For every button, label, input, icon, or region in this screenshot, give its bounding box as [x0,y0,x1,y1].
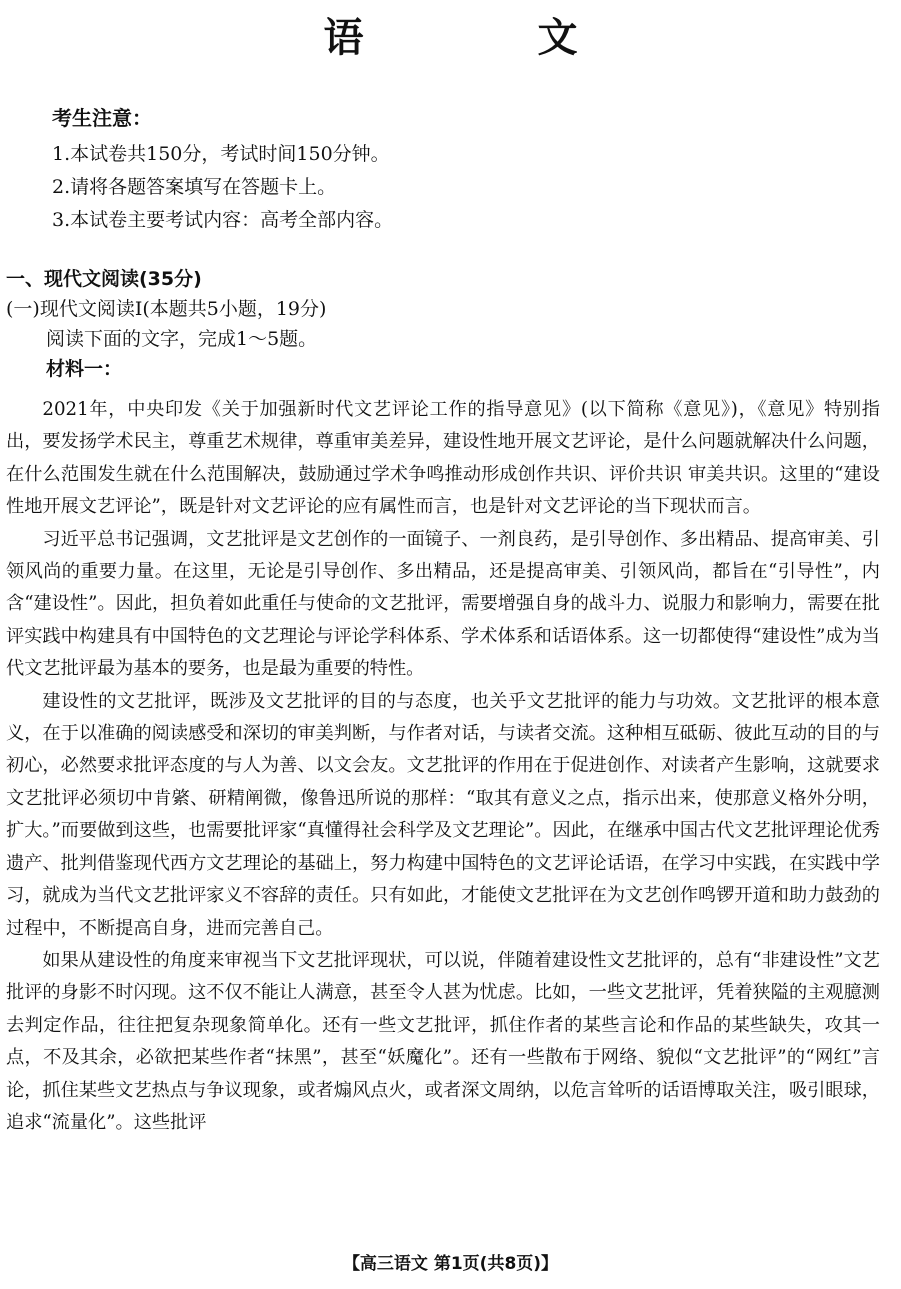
reading-passage [6,394,880,1139]
page-title: 语 文 [323,15,658,61]
page-footer: 【高三语文 第1页(共8页)】 [342,1254,559,1274]
notice-item: 3.本试卷主要考试内容：高考全部内容。 [52,209,394,231]
reading-instruction: 阅读下面的文字，完成1～5题。 [46,328,318,350]
passage-paragraph: 建设性的文艺批评，既涉及文艺批评的目的与态度，也关乎文艺批评的能力与功效。文艺批评的根本意义，在于以准确的阅读感受和深切的审美判断，与作者对话，与读者交流。这种相互砥砺、彼此互动的目的与初心，必然要求批评态度的与人为善、以文会友。文艺批评的作用在于促进创作、对读者产生影响，这就要求文艺批评必须切中肯綮、研精阐微，像鲁迅所说的那样：“取其有意义之点，指示出来，使那意义格外分明，扩大。”而要做到这些，也需要批评家“真懂得社会科学及文艺理论”。因此，在继承中国古代文艺批评理论优秀遗产、批判借鉴现代西方文艺理论的基础上，努力构建中国特色的文艺评论话语，在学习中实践，在实践中学习，就成为当代文艺批评家义不容辞的责任。只有如此，才能使文艺批评在为文艺创作鸣锣开道和助力鼓劲的过程中，不断提高自身，进而完善自己。 [6,690,880,939]
subsection-title: (一)现代文阅读Ⅰ(本题共5小题，19分) [6,298,327,320]
section-header [6,264,886,384]
section-title: 一、现代文阅读(35分) [6,268,202,290]
notice-item: 1.本试卷共150分，考试时间150分钟。 [52,143,390,165]
passage-paragraph: 2021年，中央印发《关于加强新时代文艺评论工作的指导意见》(以下简称《意见》)，《意见》特别指出，要发扬学术民主，尊重艺术规律，尊重审美差异，建设性地开展文艺评论，是什么问题就解决什么问题，在什么范围发生就在什么范围解决，鼓励通过学术争鸣推动形成创作共识、评价共识 审美共识。这里的“建设性地开展文艺评论”，既是针对文艺评论的应有属性而言，也是针对文艺评论的当下现状而言。 [6,399,880,518]
notice-item: 2.请将各题答案填写在答题卡上。 [52,176,337,198]
passage-paragraph: 如果从建设性的角度来审视当下文艺批评现状，可以说，伴随着建设性文艺批评的，总有“非建设性”文艺批评的身影不时闪现。这不仅不能让人满意，甚至令人甚为忧虑。比如，一些文艺批评，凭着狭隘的主观臆测去判定作品，往往把复杂现象简单化。还有一些文艺批评，抓住作者的某些言论和作品的某些缺失，攻其一点，不及其余，必欲把某些作者“抹黑”，甚至“妖魔化”。还有一些散布于网络、貌似“文艺批评”的“网红”言论，抓住某些文艺热点与争议现象，或者煽风点火，或者深文周纳，以危言耸听的话语博取关注，吸引眼球，追求“流量化”。这些批评 [6,949,880,1133]
notice-heading: 考生注意： [52,106,152,130]
passage-paragraph: 习近平总书记强调，文艺批评是文艺创作的一面镜子、一剂良药，是引导创作、多出精品、提高审美、引领风尚的重要力量。在这里，无论是引导创作、多出精品，还是提高审美、引领风尚，都旨在“引导性”，内含“建设性”。因此，担负着如此重任与使命的文艺批评，需要增强自身的战斗力、说服力和影响力，需要在批评实践中构建具有中国特色的文艺理论与评论学科体系、学术体系和话语体系。这一切都使得“建设性”成为当代文艺批评最为基本的要务，也是最为重要的特性。 [6,528,880,680]
candidate-notice [52,104,872,237]
material-label: 材料一： [46,358,123,380]
